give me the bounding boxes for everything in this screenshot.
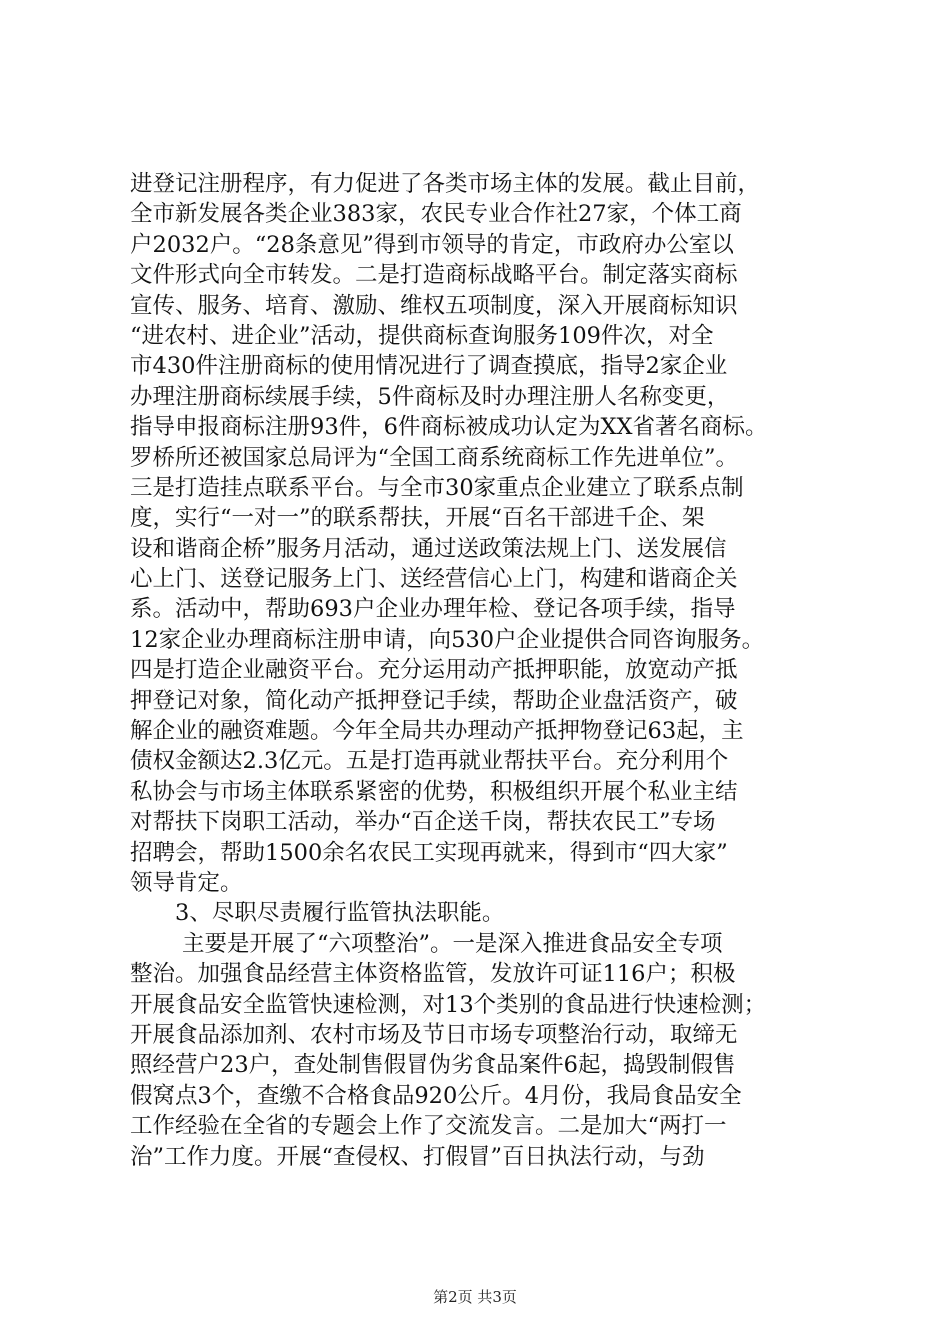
text-line: 宣传、服务、培育、激励、维权五项制度，深入开展商标知识 [130,292,738,319]
body-text [130,169,860,1172]
text-line: 全市新发展各类企业383家，农民专业合作社27家，个体工商 [130,201,742,228]
text-line: 工作经验在全省的专题会上作了交流发言。二是加大“两打一 [130,1113,727,1140]
text-line: 治”工作力度。开展“查侵权、打假冒”百日执法行动，与劲 [130,1143,705,1170]
text-line: 文件形式向全市转发。二是打造商标战略平台。制定落实商标 [130,262,738,289]
text-line: 进登记注册程序，有力促进了各类市场主体的发展。截止目前， [130,171,761,197]
text-line: 心上门、送登记服务上门、送经营信心上门，构建和谐商企关 [130,566,738,593]
page-number-label: 第2页 共3页 [433,1288,517,1306]
text-line: 三是打造挂点联系平台。与全市30家重点企业建立了联系点制 [130,474,744,501]
text-line: 开展食品安全监管快速检测，对13个类别的食品进行快速检测； [130,991,767,1018]
text-line: 整治。加强食品经营主体资格监管，发放许可证116户；积极 [130,961,736,988]
text-line: 市430件注册商标的使用情况进行了调查摸底，指导2家企业 [130,353,728,380]
text-line: 四是打造企业融资平台。充分运用动产抵押职能，放宽动产抵 [130,657,738,684]
text-line: 办理注册商标续展手续，5件商标及时办理注册人名称变更， [130,383,730,410]
text-line: 户2032户。“28条意见”得到市领导的肯定，市政府办公室以 [130,231,734,258]
text-line: 指导申报商标注册93件，6件商标被成功认定为XX省著名商标。 [130,414,768,441]
text-line: 解企业的融资难题。今年全局共办理动产抵押物登记63起，主 [130,718,744,745]
text-line: 罗桥所还被国家总局评为“全国工商系统商标工作先进单位”。 [130,444,739,471]
text-line: 12家企业办理商标注册申请，向530户企业提供合同咨询服务。 [130,626,765,653]
text-line: 领导肯定。 [130,869,243,896]
text-line: 照经营户23户，查处制售假冒伪劣食品案件6起，捣毁制假售 [130,1052,736,1079]
text-line: 系。活动中，帮助693户企业办理年检、登记各项手续，指导 [130,596,736,623]
text-line: 开展食品添加剂、农村市场及节日市场专项整治行动，取缔无 [130,1021,738,1048]
text-line: 私协会与市场主体联系紧密的优势，积极组织开展个私业主结 [130,778,738,805]
text-line: 押登记对象，简化动产抵押登记手续，帮助企业盘活资产，破 [130,687,738,714]
page-footer [0,1286,950,1307]
text-line: “进农村、进企业”活动，提供商标查询服务109件次，对全 [130,322,714,349]
text-line: 假窝点3个，查缴不合格食品920公斤。4月份，我局食品安全 [130,1082,742,1109]
section-heading: 3、尽职尽责履行监管执法职能。 [175,900,505,927]
text-line: 设和谐商企桥”服务月活动，通过送政策法规上门、送发展信 [130,535,727,562]
text-line: 招聘会，帮助1500余名农民工实现再就来，得到市“四大家” [130,839,728,866]
text-line: 度，实行“一对一”的联系帮扶，开展“百名干部进千企、架 [130,505,705,532]
text-line: 对帮扶下岗职工活动，举办“百企送千岗，帮扶农民工”专场 [130,809,716,836]
text-line: 债权金额达2.3亿元。五是打造再就业帮扶平台。充分利用个 [130,748,729,775]
paragraph-first-line: 主要是开展了“六项整治”。一是深入推进食品安全专项 [182,930,723,957]
